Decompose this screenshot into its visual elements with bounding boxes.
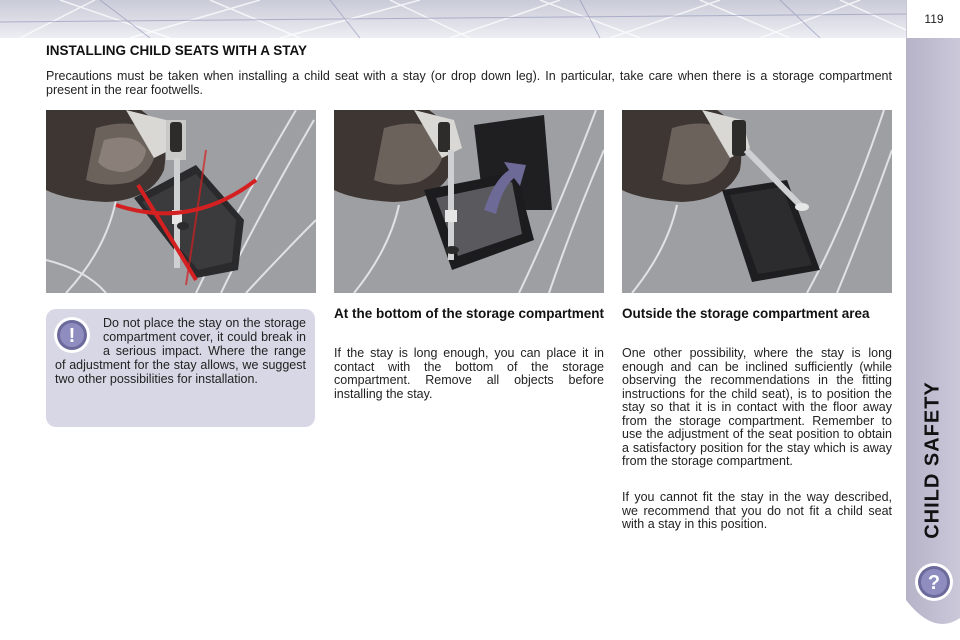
warning-text: Do not place the stay on the storage compartment cover, it could break in a serious impact. Where the range of adjustment for the stay allows, we suggest two other possibilities for installation. bbox=[55, 316, 306, 386]
footer-curve-decoration bbox=[906, 596, 960, 640]
paragraph-bottom-compartment: If the stay is long enough, you can place it in contact with the bottom of the storage compartment. Remove all objects before installing the stay. bbox=[334, 346, 604, 401]
section-label bbox=[906, 350, 960, 570]
paragraph-alternative-advice: If you cannot fit the stay in the way described, we recommend that you do not fit a child seat with a stay in this position. bbox=[622, 490, 892, 531]
svg-text:?: ? bbox=[927, 572, 941, 594]
decorative-lines bbox=[0, 0, 906, 38]
intro-paragraph: Precautions must be taken when installing a child seat with a stay (or drop down leg). In particular, take care when there is a storage compartment present in the rear footwells. bbox=[46, 69, 892, 97]
photo-stay-on-cover bbox=[46, 110, 316, 293]
section-heading-outside-compartment: Outside the storage compartment area bbox=[622, 306, 870, 321]
header-decoration-band bbox=[0, 0, 906, 38]
section-heading-bottom-compartment: At the bottom of the storage compartment bbox=[334, 306, 605, 321]
section-label-text: CHILD SAFETY bbox=[921, 381, 944, 539]
page-title: INSTALLING CHILD SEATS WITH A STAY bbox=[46, 43, 307, 58]
photo-stay-outside-compartment bbox=[622, 110, 892, 293]
page-number: 119 bbox=[924, 12, 944, 26]
photo-stay-bottom-compartment bbox=[334, 110, 604, 293]
svg-text:!: ! bbox=[68, 325, 76, 347]
page-number-box bbox=[906, 0, 960, 38]
paragraph-outside-compartment: One other possibility, where the stay is long enough and can be inclined sufficiently (while observing the recommendations in the fitting instructions for the child seat), is to position the stay so that it is in contact with the floor away from the storage compartment. Remember to use the adjustment of the seat position to obtain a satisfactory position for the stay which is away from the storage compartment. bbox=[622, 346, 892, 468]
warning-note bbox=[46, 309, 315, 427]
